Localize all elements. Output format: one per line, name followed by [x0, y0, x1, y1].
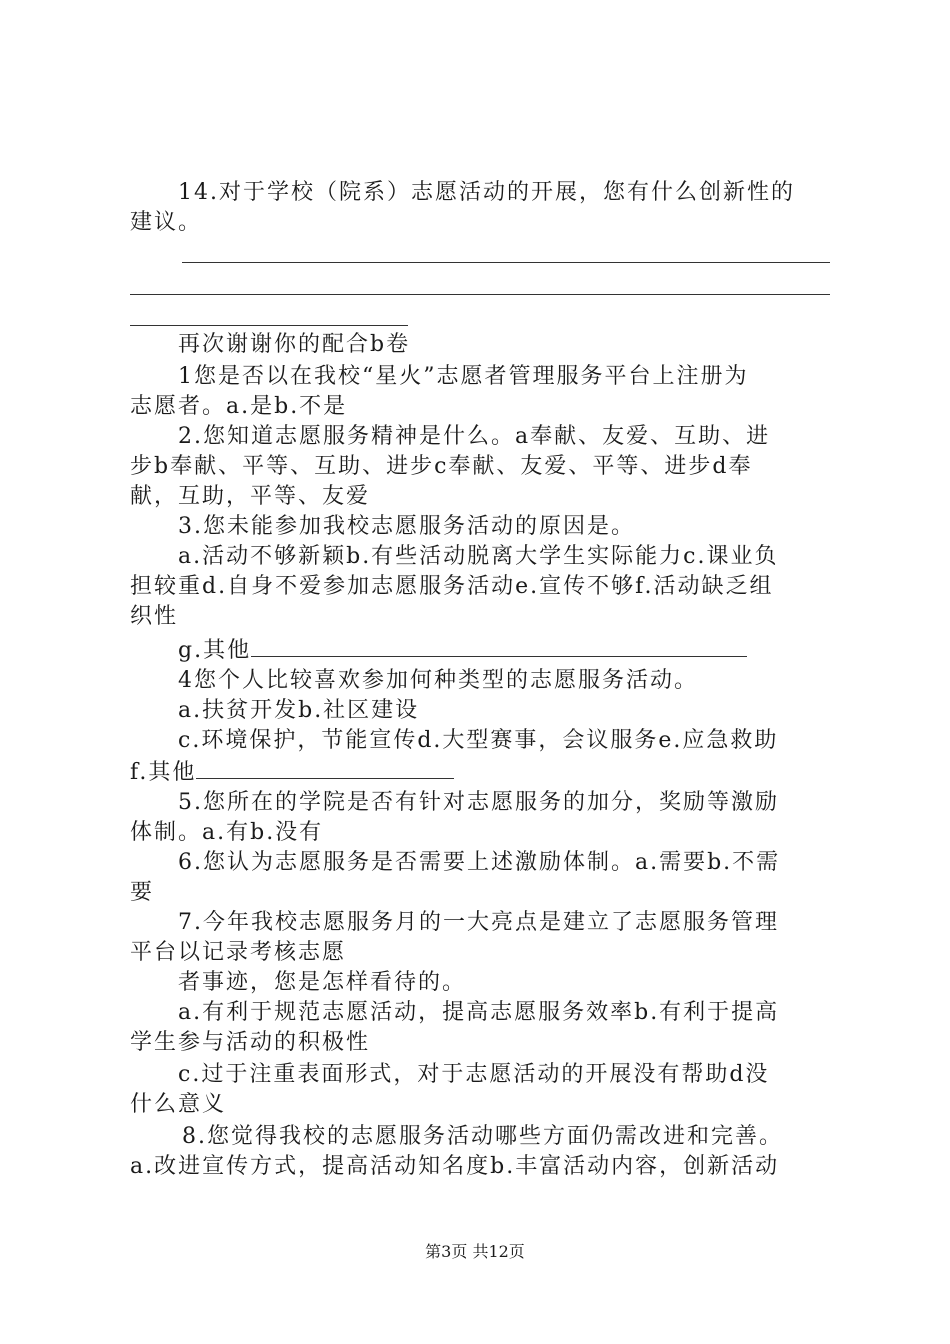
question-3-other	[178, 634, 747, 666]
question-3-options-cont2: 织性	[130, 604, 179, 629]
other-label-2: f.其他	[130, 760, 197, 785]
question-3-options: a.活动不够新颖b.有些活动脱离大学生实际能力c.课业负	[178, 544, 779, 569]
question-2-cont2: 献，互助，平等、友爱	[130, 484, 371, 509]
question-3-options-cont: 担较重d.自身不爱参加志愿服务活动e.宣传不够f.活动缺乏组	[130, 574, 774, 599]
question-4-options: a.扶贫开发b.社区建设	[178, 698, 420, 723]
question-3: 3.您未能参加我校志愿服务活动的原因是。	[178, 514, 635, 539]
answer-line-1	[182, 262, 830, 263]
question-5-cont: 体制。a.有b.没有	[130, 820, 324, 845]
question-8-options: a.改进宣传方式，提高活动知名度b.丰富活动内容，创新活动	[130, 1154, 780, 1179]
question-7-options-2: c.过于注重表面形式，对于志愿活动的开展没有帮助d没	[178, 1062, 770, 1087]
question-6-cont: 要	[130, 880, 155, 905]
question-8: 8.您觉得我校的志愿服务活动哪些方面仍需改进和完善。	[182, 1124, 783, 1149]
question-1-cont: 志愿者。a.是b.不是	[130, 394, 348, 419]
question-4-other	[130, 756, 454, 788]
answer-line-3	[130, 325, 408, 326]
question-7-cont: 平台以记录考核志愿	[130, 940, 347, 965]
question-4: 4您个人比较喜欢参加何种类型的志愿服务活动。	[178, 668, 698, 693]
other-blank-2	[196, 756, 454, 779]
question-7-options: a.有利于规范志愿活动，提高志愿服务效率b.有利于提高	[178, 1000, 780, 1025]
thanks-text: 再次谢谢你的配合b卷	[178, 332, 411, 357]
page-footer: 第3页 共12页	[425, 1242, 525, 1261]
answer-line-2	[130, 294, 830, 295]
question-2: 2.您知道志愿服务精神是什么。a奉献、友爱、互助、进	[178, 424, 771, 449]
question-14-cont: 建议。	[130, 210, 203, 235]
question-7-options-cont: 学生参与活动的积极性	[130, 1030, 371, 1055]
question-14: 14.对于学校（院系）志愿活动的开展，您有什么创新性的	[178, 180, 795, 205]
question-2-cont: 步b奉献、平等、互助、进步c奉献、友爱、平等、进步d奉	[130, 454, 753, 479]
question-7-cont2: 者事迹，您是怎样看待的。	[178, 970, 467, 995]
question-5: 5.您所在的学院是否有针对志愿服务的加分，奖励等激励	[178, 790, 779, 815]
question-7: 7.今年我校志愿服务月的一大亮点是建立了志愿服务管理	[178, 910, 779, 935]
other-blank	[251, 634, 747, 657]
other-label: g.其他	[178, 638, 252, 663]
question-6: 6.您认为志愿服务是否需要上述激励体制。a.需要b.不需	[178, 850, 781, 875]
question-1: 1您是否以在我校“星火”志愿者管理服务平台上注册为	[178, 364, 749, 389]
question-7-options-2-cont: 什么意义	[130, 1092, 227, 1117]
question-4-options-cont: c.环境保护，节能宣传d.大型赛事，会议服务e.应急救助	[178, 728, 779, 753]
